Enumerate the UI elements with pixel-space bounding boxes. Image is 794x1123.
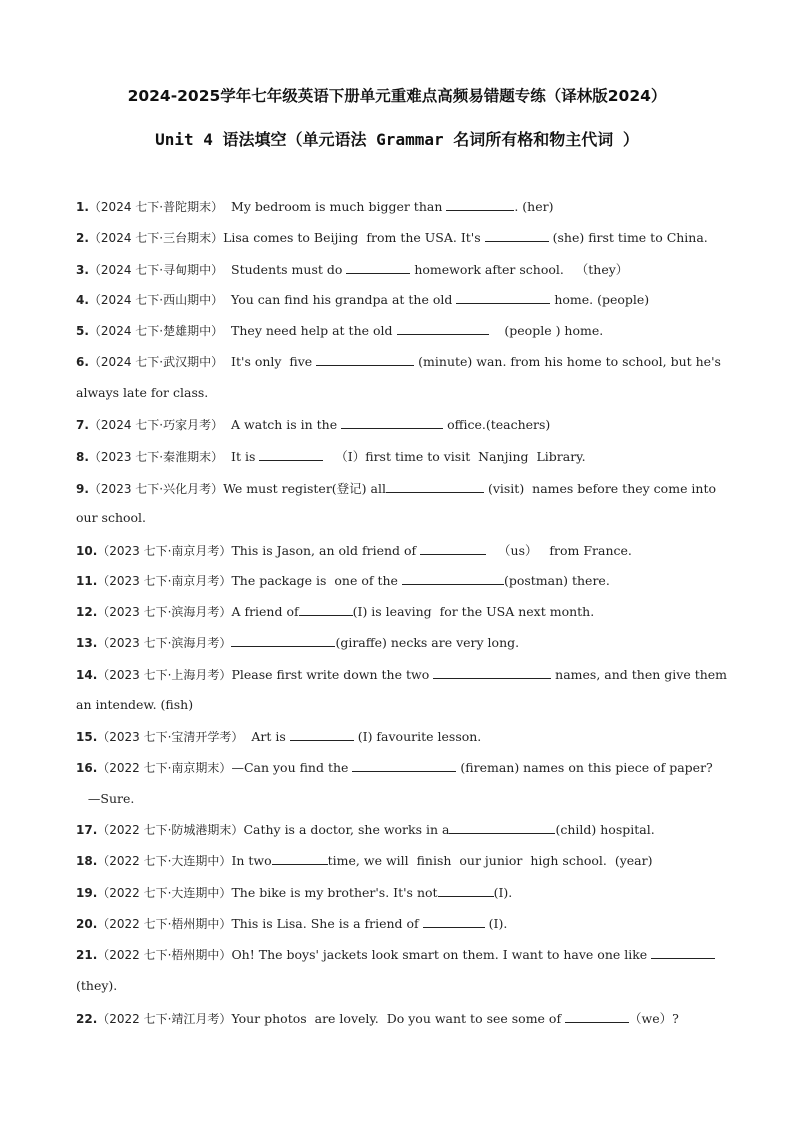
question-item: [76, 915, 716, 932]
question-source: （2024 七下·普陀期末）: [88, 200, 224, 214]
question-text-before: Please first write down the two: [231, 667, 434, 682]
question-source: （2023 七下·滨海月考）: [97, 636, 232, 650]
question-number: 13.: [76, 636, 98, 650]
question-item: [76, 572, 716, 589]
question-text-after: (I).: [493, 885, 513, 900]
question-item: [76, 353, 721, 370]
question-number: 8.: [76, 450, 89, 464]
question-text-after: (I) favourite lesson.: [353, 729, 482, 744]
question-number: 16.: [76, 761, 98, 775]
question-text-after: (fireman) names on this piece of paper?: [456, 760, 713, 775]
question-number: 5.: [76, 324, 89, 338]
question-text-after: (postman) there.: [503, 573, 610, 588]
question-number: 17.: [76, 823, 98, 837]
question-text-before: This is Lisa. She is a friend of: [231, 916, 423, 931]
question-continuation: —Sure.: [76, 791, 135, 806]
question-number: 15.: [76, 730, 98, 744]
question-continuation: always late for class.: [76, 385, 209, 400]
answer-blank[interactable]: [272, 852, 328, 865]
question-source: （2023 七下·宝清开学考）: [97, 730, 244, 744]
question-number: 20.: [76, 917, 98, 931]
question-source: （2024 七下·武汉期中）: [88, 355, 224, 369]
answer-blank[interactable]: [456, 291, 550, 304]
question-number: 21.: [76, 948, 98, 962]
answer-blank[interactable]: [402, 572, 504, 585]
question-text-before: They need help at the old: [223, 323, 397, 338]
answer-blank[interactable]: [259, 448, 323, 461]
question-text-before: Students must do: [223, 262, 347, 277]
question-source: （2022 七下·梧州期中）: [97, 917, 232, 931]
question-text-before: A watch is in the: [223, 417, 342, 432]
answer-blank[interactable]: [565, 1010, 629, 1023]
question-text-after: time, we will finish our junior high school. (year): [327, 853, 653, 868]
question-item: [76, 634, 716, 651]
question-continuation: our school.: [76, 510, 147, 525]
question-text-after: （us） from France.: [486, 543, 632, 558]
question-item: [76, 229, 716, 246]
question-source: （2024 七下·楚雄期中）: [88, 324, 224, 338]
question-item: [76, 479, 716, 497]
question-source: （2022 七下·防城港期末）: [97, 823, 244, 837]
question-item: [76, 260, 716, 278]
answer-blank[interactable]: [299, 603, 353, 616]
question-item: [76, 852, 716, 869]
question-text-after: (child) hospital.: [555, 822, 655, 837]
question-text-after: (she) first time to China.: [548, 230, 708, 245]
answer-blank[interactable]: [397, 322, 489, 335]
answer-blank[interactable]: [449, 821, 555, 834]
answer-blank[interactable]: [346, 261, 410, 274]
question-source: （2022 七下·大连期中）: [97, 854, 232, 868]
question-text-before: We must register(登记) all: [223, 481, 386, 496]
question-number: 6.: [76, 355, 89, 369]
question-number: 22.: [76, 1012, 98, 1026]
question-text-after: (I) is leaving for the USA next month.: [352, 604, 595, 619]
question-text-after: (minute) wan. from his home to school, but he's: [414, 354, 721, 369]
question-text-before: The bike is my brother's. It's not: [231, 885, 438, 900]
question-text-after: (I).: [484, 916, 508, 931]
question-item: [76, 666, 728, 683]
question-text-before: It's only five: [223, 354, 317, 369]
answer-blank[interactable]: [446, 198, 514, 211]
question-item: [76, 821, 716, 838]
question-continuation: an intendew. (fish): [76, 697, 194, 712]
answer-blank[interactable]: [420, 542, 486, 555]
question-text-after: （I）first time to visit Nanjing Library.: [323, 449, 586, 464]
answer-blank[interactable]: [290, 728, 354, 741]
question-item: [76, 447, 716, 465]
question-source: （2024 七下·三台期末）: [88, 231, 224, 245]
question-item: [76, 291, 716, 308]
question-source: （2023 七下·滨海月考）: [97, 605, 232, 619]
question-number: 1.: [76, 200, 89, 214]
answer-blank[interactable]: [231, 634, 335, 647]
question-number: 9.: [76, 482, 89, 496]
question-source: （2023 七下·南京月考）: [97, 544, 232, 558]
question-text-before: Cathy is a doctor, she works in a: [243, 822, 450, 837]
question-source: （2023 七下·南京月考）: [97, 574, 232, 588]
question-text-after: (giraffe) necks are very long.: [335, 635, 520, 650]
question-text-before: It is: [223, 449, 260, 464]
question-item: [76, 603, 716, 620]
question-text-before: Oh! The boys' jackets look smart on them. I want to have one like: [231, 947, 652, 962]
question-item: [76, 541, 716, 559]
question-text-before: This is Jason, an old friend of: [231, 543, 421, 558]
question-text-after: (visit) names before they come into: [483, 481, 717, 496]
question-source: （2022 七下·梧州期中）: [97, 948, 232, 962]
question-text-after: (people ) home.: [488, 323, 604, 338]
question-number: 2.: [76, 231, 89, 245]
question-source: （2024 七下·西山期中）: [88, 293, 224, 307]
question-source: （2022 七下·靖江月考）: [97, 1012, 232, 1026]
question-number: 19.: [76, 886, 98, 900]
question-number: 4.: [76, 293, 89, 307]
question-source: （2024 七下·巧家月考）: [88, 418, 224, 432]
document-subtitle: Unit 4 语法填空（单元语法 Grammar 名词所有格和物主代词 ）: [155, 130, 639, 149]
question-number: 10.: [76, 544, 98, 558]
question-source: （2022 七下·大连期中）: [97, 886, 232, 900]
question-text-before: The package is one of the: [231, 573, 402, 588]
question-text-before: Your photos are lovely. Do you want to see some of: [231, 1011, 566, 1026]
question-source: （2023 七下·兴化月考）: [88, 482, 224, 496]
question-text-before: My bedroom is much bigger than: [223, 199, 447, 214]
question-item: [76, 1009, 716, 1027]
question-text-before: A friend of: [231, 604, 299, 619]
answer-blank[interactable]: [433, 666, 551, 679]
question-number: 7.: [76, 418, 89, 432]
question-continuation: (they).: [76, 978, 118, 993]
question-item: [76, 759, 716, 776]
question-source: （2023 七下·上海月考）: [97, 668, 232, 682]
answer-blank[interactable]: [438, 884, 494, 897]
question-item: [76, 322, 716, 339]
question-number: 11.: [76, 574, 98, 588]
question-item: [76, 198, 716, 215]
answer-blank[interactable]: [341, 416, 443, 429]
question-source: （2022 七下·南京期末）: [97, 761, 232, 775]
question-number: 12.: [76, 605, 98, 619]
question-text-after: . (her): [514, 199, 554, 214]
question-text-before: —Can you find the: [231, 760, 353, 775]
question-number: 14.: [76, 668, 98, 682]
answer-blank[interactable]: [352, 759, 456, 772]
question-source: （2023 七下·秦淮期末）: [88, 450, 224, 464]
question-text-before: Lisa comes to Beijing from the USA. It's: [223, 230, 485, 245]
question-text-before: In two: [231, 853, 272, 868]
answer-blank[interactable]: [386, 480, 484, 493]
question-text-before: You can find his grandpa at the old: [223, 292, 457, 307]
question-number: 18.: [76, 854, 98, 868]
question-item: [76, 728, 716, 745]
question-number: 3.: [76, 263, 89, 277]
question-text-after: （we）?: [629, 1011, 679, 1026]
question-text-after: office.(teachers): [443, 417, 551, 432]
document-title: 2024-2025学年七年级英语下册单元重难点高频易错题专练（译林版2024）: [127, 87, 667, 105]
question-item: [76, 884, 716, 901]
answer-blank[interactable]: [316, 353, 414, 366]
question-text-after: names, and then give them: [551, 667, 728, 682]
question-item: [76, 416, 716, 433]
question-text-after: home. (people): [550, 292, 650, 307]
question-text-after: homework after school. （they）: [410, 262, 629, 277]
question-source: （2024 七下·寻甸期中）: [88, 263, 224, 277]
question-text-before: Art is: [243, 729, 290, 744]
question-item: [76, 946, 716, 963]
answer-blank[interactable]: [485, 229, 549, 242]
answer-blank[interactable]: [651, 946, 715, 959]
answer-blank[interactable]: [423, 915, 485, 928]
